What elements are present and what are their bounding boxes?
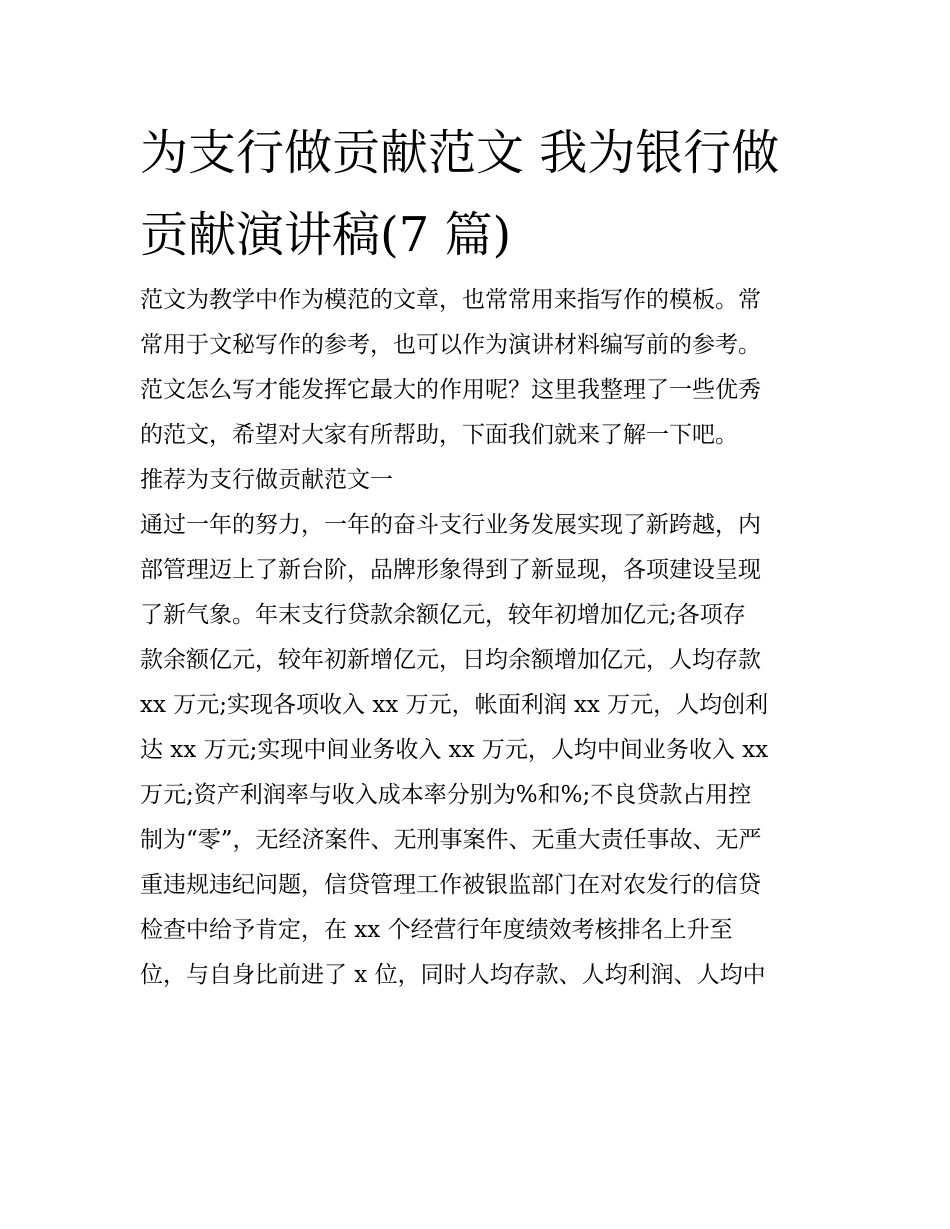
- text-line: 了新气象。年末支行贷款余额亿元，较年初增加亿元;各项存: [140, 602, 746, 628]
- text-line: 检查中给予肯定，在 xx 个经营行年度绩效考核排名上升至: [140, 917, 733, 943]
- body-paragraph: [140, 503, 820, 998]
- text-line: 范文怎么写才能发挥它最大的作用呢？这里我整理了一些优秀: [140, 377, 761, 403]
- text-line: 重违规违纪问题，信贷管理工作被银监部门在对农发行的信贷: [140, 872, 761, 898]
- text-line: 的范文，希望对大家有所帮助，下面我们就来了解一下吧。: [140, 422, 738, 448]
- text-line: xx 万元;实现各项收入 xx 万元，帐面利润 xx 万元，人均创利: [140, 692, 769, 718]
- text-line: 万元;资产利润率与收入成本率分别为%和%;不良贷款占用控: [140, 782, 752, 808]
- text-line: 达 xx 万元;实现中间业务收入 xx 万元，人均中间业务收入 xx: [140, 737, 769, 763]
- document-title: [140, 112, 820, 276]
- title-line: 为支行做贡献范文 我为银行做: [140, 125, 780, 181]
- title-line: 贡献演讲稿(7 篇): [140, 207, 512, 263]
- text-line: 范文为教学中作为模范的文章，也常常用来指写作的模板。常: [140, 287, 761, 313]
- text-line: 制为“零”，无经济案件、无刑事案件、无重大责任事故、无严: [140, 827, 762, 853]
- text-line: 位，与自身比前进了 x 位，同时人均存款、人均利润、人均中: [140, 962, 766, 988]
- document-body: [140, 278, 820, 998]
- intro-paragraph: [140, 278, 820, 458]
- section-heading: 推荐为支行做贡献范文一: [140, 467, 393, 493]
- text-line: 款余额亿元，较年初新增亿元，日均余额增加亿元，人均存款: [140, 647, 761, 673]
- text-line: 常用于文秘写作的参考，也可以作为演讲材料编写前的参考。: [140, 332, 761, 358]
- text-line: 部管理迈上了新台阶，品牌形象得到了新显现，各项建设呈现: [140, 557, 761, 583]
- text-line: 通过一年的努力，一年的奋斗支行业务发展实现了新跨越，内: [140, 512, 761, 538]
